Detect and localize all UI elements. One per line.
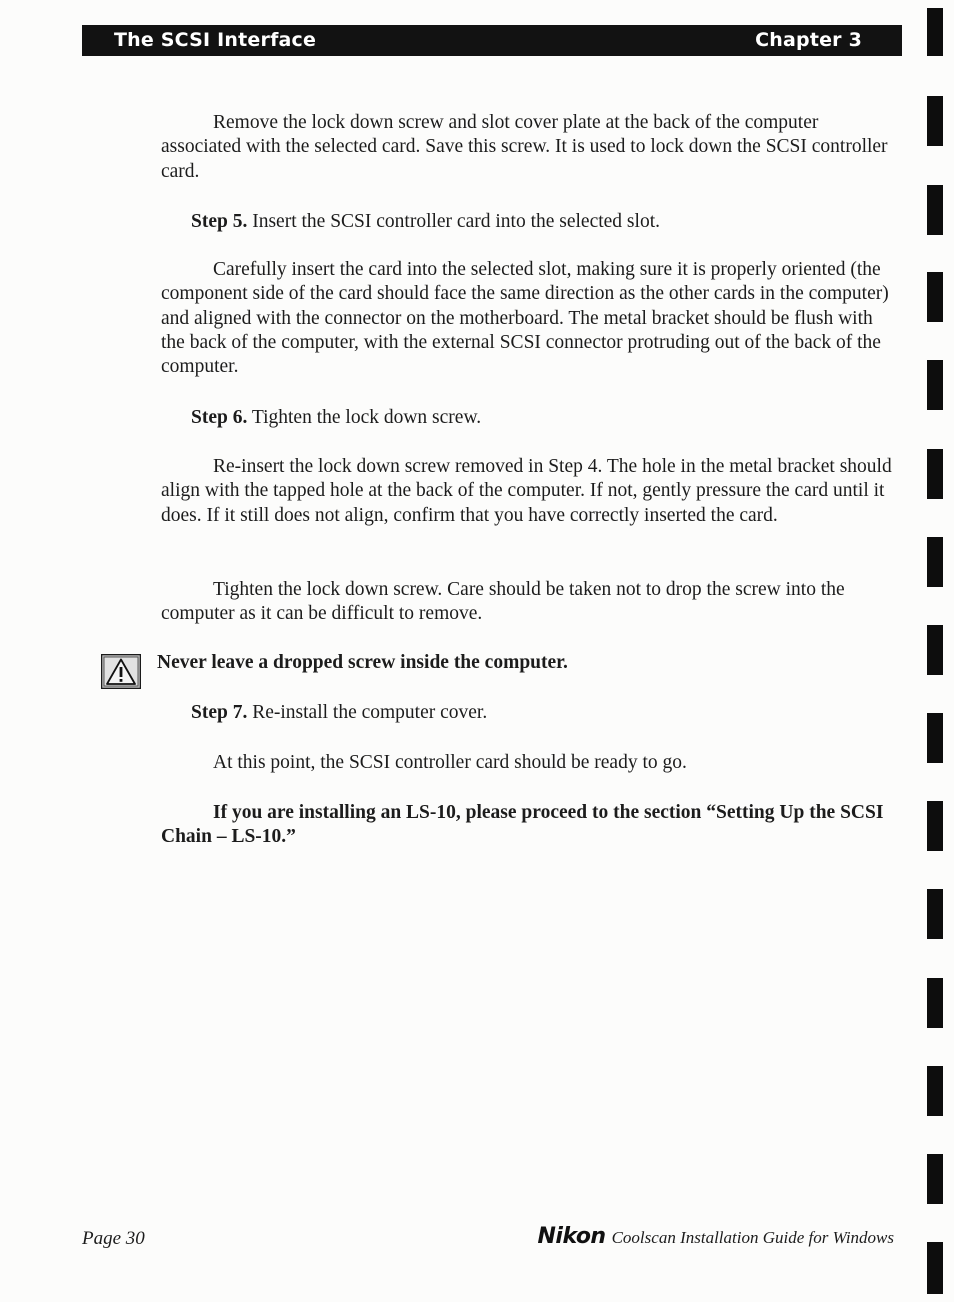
step-7 — [191, 701, 891, 725]
margin-mark — [927, 8, 943, 56]
margin-mark — [927, 713, 943, 763]
binding-margin-marks — [927, 0, 947, 1302]
margin-mark — [927, 1066, 943, 1116]
margin-mark — [927, 1242, 943, 1294]
step-6 — [191, 406, 891, 430]
step-7-text: Re-install the computer cover. — [247, 702, 488, 723]
nikon-logo: Nikon — [537, 1224, 606, 1249]
paragraph-remove-cover: Remove the lock down screw and slot cover plate at the back of the computer associated with the selected card. Save this screw. It is used to lock down the SCSI controller card. — [161, 112, 888, 182]
margin-mark — [927, 272, 943, 322]
margin-mark — [927, 801, 943, 851]
paragraph-ready: At this point, the SCSI controller card should be ready to go. — [213, 752, 687, 773]
warning-triangle-icon — [101, 654, 141, 689]
step-5-text: Insert the SCSI controller card into the selected slot. — [247, 211, 660, 232]
margin-mark — [927, 537, 943, 587]
page-header-bar — [82, 25, 902, 56]
margin-mark — [927, 96, 943, 146]
page-number: Page 30 — [82, 1228, 145, 1249]
margin-mark — [927, 185, 943, 235]
section-title: The SCSI Interface — [114, 29, 317, 51]
guide-title: Coolscan Installation Guide for Windows — [611, 1228, 894, 1247]
margin-mark — [927, 889, 943, 939]
margin-mark — [927, 360, 943, 410]
paragraph-insert-card: Carefully insert the card into the selected slot, making sure it is properly oriented (the component side of the card should face the same direction as the other cards in the computer) and aligned with the connector on the motherboard. The metal bracket should be flush with the back of the computer, with the external SCSI connector protruding out of the back of the computer. — [161, 259, 889, 378]
caution-text: Never leave a dropped screw inside the computer. — [157, 652, 568, 673]
margin-mark — [927, 978, 943, 1028]
step-5-label: Step 5. — [191, 211, 248, 232]
margin-mark — [927, 449, 943, 499]
step-7-label: Step 7. — [191, 702, 248, 723]
paragraph-tighten-screw: Tighten the lock down screw. Care should be taken not to drop the screw into the computer as it can be difficult to remove. — [161, 579, 845, 625]
paragraph-reinsert-screw: Re-insert the lock down screw removed in Step 4. The hole in the metal bracket should align with the tapped hole at the back of the computer. If not, gently pressure the card until it does. If it still does not align, confirm that you have correctly inserted the card. — [161, 456, 892, 526]
margin-mark — [927, 1154, 943, 1204]
chapter-label: Chapter 3 — [755, 29, 862, 51]
step-6-label: Step 6. — [191, 407, 248, 428]
step-5 — [191, 210, 891, 234]
margin-mark — [927, 625, 943, 675]
footer-guide-title — [538, 1224, 894, 1252]
step-6-text: Tighten the lock down screw. — [247, 407, 482, 428]
paragraph-ls10-notice: If you are installing an LS-10, please proceed to the section “Setting Up the SCSI Chain – LS-10.” — [161, 802, 884, 848]
